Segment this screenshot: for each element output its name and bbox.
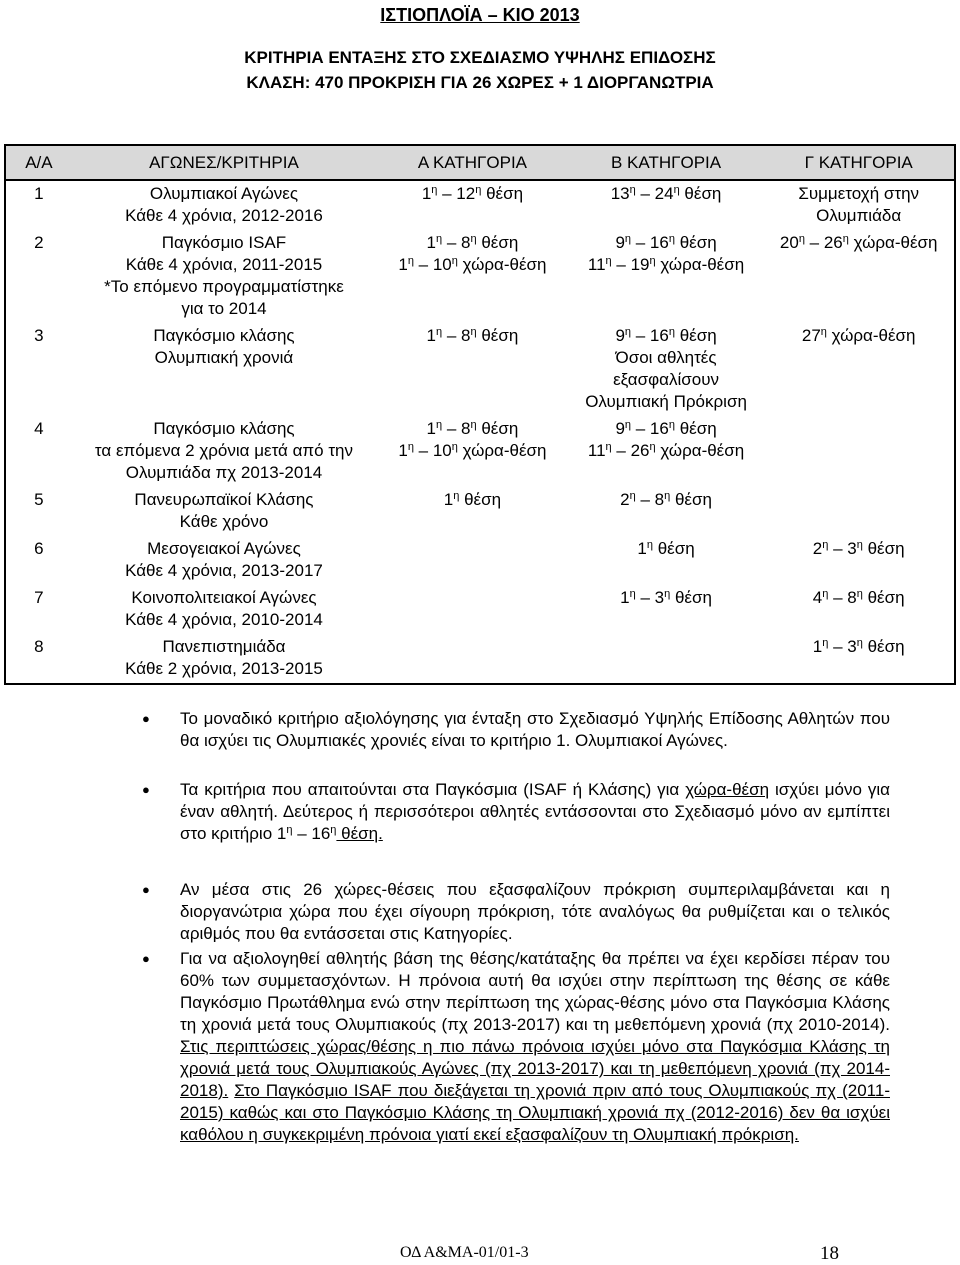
table-cell-event: Παγκόσμιο ISAF Κάθε 4 χρόνια, 2011-2015 *Το επόμενο προγραμματίστηκε για το 2014 <box>104 233 344 318</box>
bullet-text: Το μοναδικό κριτήριο αξιολόγησης για ένταξη στο Σχεδιασμό Υψηλής Επίδοσης Αθλητών που θα ισχύει τις Ολυμπιακές χρονιές είναι το κριτήριο 1. Ολυμπιακοί Αγώνες. <box>180 709 890 750</box>
table-cell-c: $1^\eta - 3^\eta$ θέση <box>763 634 955 684</box>
table-row <box>5 487 955 536</box>
superscript: η <box>330 824 337 836</box>
bullet-sixty-percent-rule <box>180 948 890 1146</box>
document-title: ΙΣΤΙΟΠΛΟΪΑ – ΚΙΟ 2013 <box>380 5 580 25</box>
table-cell-a: $1^\eta - 8^\eta$ θέση $1^\eta - 10^\eta$ χώρα-θέση <box>398 233 547 274</box>
table-cell-event: Κοινοπολιτειακοί Αγώνες Κάθε 4 χρόνια, 2010-2014 <box>125 588 323 629</box>
table-cell-c: $2^\eta - 3^\eta$ θέση <box>763 536 955 585</box>
table-cell-c: $4^\eta - 8^\eta$ θέση <box>763 585 955 634</box>
column-header: ΑΓΩΝΕΣ/ΚΡΙΤΗΡΙΑ <box>72 145 376 180</box>
table-cell-b <box>569 634 764 684</box>
bullet-underlined-text: Στις περιπτώσεις χώρας/θέσης η πιο πάνω πρόνοια ισχύει μόνο στα Παγκόσμια Κλάσης τη χρονιά μετά τους Ολυμπιακούς Αγώνες (πχ 2013-2017) και τη μεθεπόμενη χρονιά (πχ 2014-2018). <box>180 1037 890 1100</box>
bullet-text: ισχύει μόνο για έναν αθλητή. Δεύτερος ή περισσότεροι αθλητές εντάσσονται στο Σχεδιασμό μόνο αν εμπίπτει στο κριτήριο 1 <box>180 780 890 843</box>
table-cell-num: 6 <box>5 536 72 585</box>
table-cell-a <box>376 536 569 585</box>
table-cell-num: 2 <box>5 230 72 323</box>
superscript: η <box>286 824 293 836</box>
table-cell-b: $1^\eta - 3^\eta$ θέση <box>620 588 712 607</box>
table-header-row <box>5 145 955 180</box>
table-row <box>5 536 955 585</box>
bullet-host-country <box>180 879 890 945</box>
criteria-heading: ΚΡΙΤΗΡΙΑ ΕΝΤΑΞΗΣ ΣΤΟ ΣΧΕΔΙΑΣΜΟ ΥΨΗΛΗΣ ΕΠΙΔΟΣΗΣ <box>244 48 716 67</box>
bullet-underlined-text: Στο Παγκόσμιο ISAF που διεξάγεται τη χρονιά πριν από τους Ολυμπιακούς πχ (2011-2015) καθώς και στο Παγκόσμιο Κλάσης τη Ολυμπιακή χρονιά πχ (2012-2016) δεν θα ισχύει καθόλου η συγκεκριμένη πρόνοια γιατί εκεί εξασφαλίζουν τη Ολυμπιακή πρόκριση. <box>180 1081 890 1144</box>
table-cell-event: Μεσογειακοί Αγώνες Κάθε 4 χρόνια, 2013-2017 <box>125 539 323 580</box>
table-cell-event: Παγκόσμιο κλάσης Ολυμπιακή χρονιά <box>153 326 295 367</box>
table-cell-event: Παγκόσμιο κλάσης τα επόμενα 2 χρόνια μετά από την Ολυμπιάδα πχ 2013-2014 <box>94 419 353 482</box>
column-header: Α ΚΑΤΗΓΟΡΙΑ <box>376 145 569 180</box>
table-cell-num: 4 <box>5 416 72 487</box>
table-cell-num: 1 <box>5 180 72 230</box>
table-cell-num: 8 <box>5 634 72 684</box>
place-underlined: θέση. <box>336 824 383 843</box>
table-cell-c <box>763 416 955 487</box>
table-cell-c: $27^\eta$ χώρα-θέση <box>763 323 955 416</box>
table-cell-a: $1^\eta - 12^\eta$ θέση <box>421 184 524 203</box>
bullet-text: Τα κριτήρια που απαιτούνται στα Παγκόσμια (ISAF ή Κλάσης) για <box>180 780 686 799</box>
table-cell-b: $1^\eta$ θέση <box>637 539 695 558</box>
bullet-world-criteria <box>180 779 890 845</box>
table-cell-a: $1^\eta - 8^\eta$ θέση $1^\eta - 10^\eta$ χώρα-θέση <box>398 419 547 460</box>
table-cell-c <box>763 487 955 536</box>
table-row <box>5 180 955 230</box>
bullet-olympic-criterion <box>180 708 890 752</box>
table-cell-b: $2^\eta - 8^\eta$ θέση <box>620 490 712 509</box>
table-cell-c: Συμμετοχή στην Ολυμπιάδα <box>763 180 955 230</box>
table-row <box>5 585 955 634</box>
country-place-underlined: χώρα-θέση <box>685 780 770 799</box>
document-code: ΟΔ Α&ΜΑ-01/01-3 <box>400 1244 529 1261</box>
table-row <box>5 634 955 684</box>
page-number: 18 <box>820 1243 839 1264</box>
class-heading: ΚΛΑΣΗ: 470 ΠΡΟΚΡΙΣΗ ΓΙΑ 26 ΧΩΡΕΣ + 1 ΔΙΟΡΓΑΝΩΤΡΙΑ <box>246 73 714 92</box>
table-cell-a <box>376 634 569 684</box>
table-cell-event: Πανευρωπαϊκοί Κλάσης Κάθε χρόνο <box>134 490 314 531</box>
table-cell-a <box>376 585 569 634</box>
table-cell-b: $9^\eta - 16^\eta$ θέση $11^\eta - 19^\eta$ χώρα-θέση <box>587 233 745 274</box>
column-header: Γ ΚΑΤΗΓΟΡΙΑ <box>763 145 955 180</box>
bullet-text: Αν μέσα στις 26 χώρες-θέσεις που εξασφαλίζουν πρόκριση συμπεριλαμβάνεται και η διοργανώτρια χώρα που έχει σίγουρη πρόκριση, τότε αναλόγως θα ρυθμίζεται και ο τελικός αριθμός που θα εντάσσεται στις Κατηγορίες. <box>180 880 890 943</box>
table-row <box>5 230 955 323</box>
column-header: Β ΚΑΤΗΓΟΡΙΑ <box>569 145 764 180</box>
table-row <box>5 416 955 487</box>
table-cell-a: $1^\eta - 8^\eta$ θέση <box>426 326 519 345</box>
table-cell-event: Πανεπιστημιάδα Κάθε 2 χρόνια, 2013-2015 <box>72 634 376 684</box>
table-cell-c: $20^\eta - 26^\eta$ χώρα-θέση <box>763 230 955 323</box>
table-cell-num: 5 <box>5 487 72 536</box>
table-cell-num: 7 <box>5 585 72 634</box>
bullet-text: Για να αξιολογηθεί αθλητής βάση της θέσης/κατάταξης θα πρέπει να έχει κερδίσει πέραν του 60% των συμμετασχόντων. Η πρόνοια αυτή θα ισχύει στην περίπτωση της θέσης σε κάθε Παγκόσμιο Πρωτάθλημα ενώ στην περίπτωση της χώρας-θέσης μόνο στα Παγκόσμια Κλάσης τη χρονιά μετά τους Ολυμπιακούς (πχ 2013-2017) και τη μεθεπόμενη χρονιά (πχ 2010-2014). <box>180 949 890 1034</box>
bullet-text: – 16 <box>292 824 331 843</box>
table-cell-b: $13^\eta - 24^\eta$ θέση <box>610 184 722 203</box>
table-cell-num: 3 <box>5 323 72 416</box>
table-cell-a: $1^\eta$ θέση <box>443 490 502 509</box>
criteria-table <box>4 144 956 685</box>
table-cell-b: $9^\eta - 16^\eta$ θέση $11^\eta - 26^\eta$ χώρα-θέση <box>587 419 745 460</box>
table-body <box>5 180 955 684</box>
table-cell-b: $9^\eta - 16^\eta$ θέση Όσοι αθλητές εξασφαλίσουν Ολυμπιακή Πρόκριση <box>585 326 747 411</box>
table-cell-event: Ολυμπιακοί Αγώνες Κάθε 4 χρόνια, 2012-2016 <box>125 184 323 225</box>
column-header: Α/Α <box>5 145 72 180</box>
table-row <box>5 323 955 416</box>
